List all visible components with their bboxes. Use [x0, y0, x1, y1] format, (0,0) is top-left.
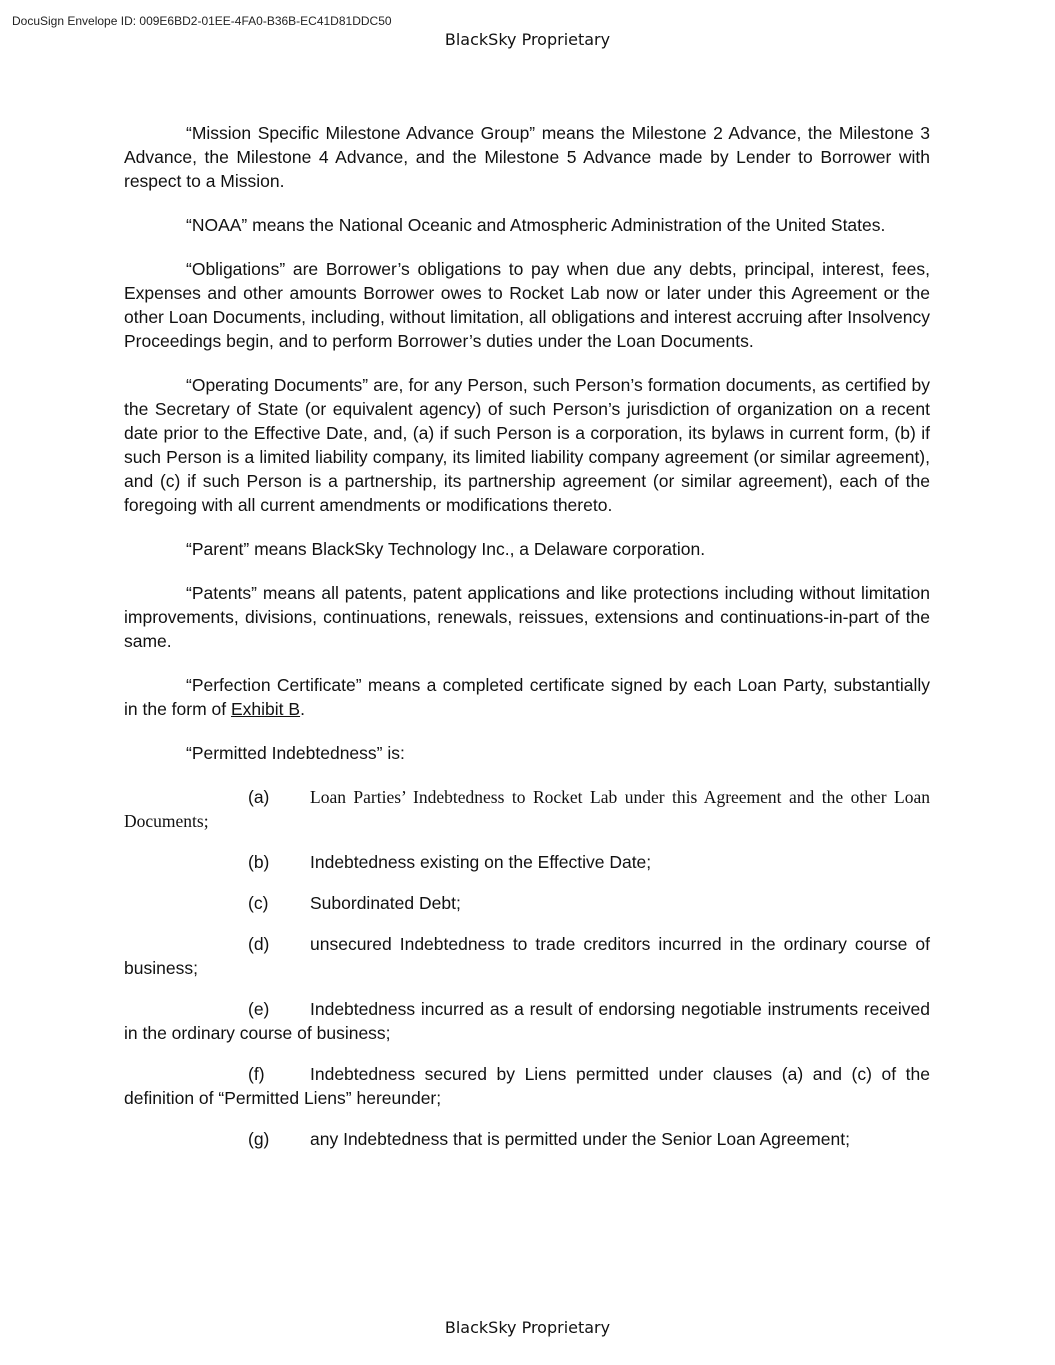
definition-patents [124, 581, 930, 653]
defined-term: “Mission Specific Milestone Advance Group” [186, 123, 536, 143]
definition-text: are, for any Person, such Person’s formation documents, as certified by the Secretary of State (or equivalent agency) of such Person’s jurisdiction of organization on a recent date prior to the Effective Date, and, (a) if such Person is a corporation, its bylaws in current form, (b) if such Person is a limited liability company, its limited liability company agreement (or similar agreement), and (c) if such Person is a partnership, its partnership agreement (or similar agreement), each of the foregoing with all current amendments or modifications thereto. [124, 375, 930, 515]
list-item-text: unsecured Indebtedness to trade creditors incurred in the ordinary course of business; [124, 934, 930, 978]
document-body [124, 121, 930, 1168]
list-item-text: Indebtedness secured by Liens permitted under clauses (a) and (c) of the definition of “Permitted Liens” hereunder; [124, 1064, 930, 1108]
list-item-text: any Indebtedness that is permitted under the Senior Loan Agreement; [310, 1129, 850, 1149]
definition-perfection-certificate [124, 673, 930, 721]
exhibit-b-link[interactable]: Exhibit B [231, 699, 301, 719]
list-item-c [124, 891, 930, 915]
list-item-e [124, 997, 930, 1045]
docusign-envelope-id: DocuSign Envelope ID: 009E6BD2-01EE-4FA0-B36B-EC41D81DDC50 [12, 14, 392, 28]
list-marker: (e) [248, 999, 270, 1019]
list-marker: (c) [248, 893, 269, 913]
list-marker: (a) [248, 787, 270, 807]
list-item-g [124, 1127, 930, 1151]
page-footer: BlackSky Proprietary [444, 1318, 611, 1337]
list-item-b [124, 850, 930, 874]
defined-term: “Obligations” [186, 259, 286, 279]
definition-mission-specific-milestone-advance-group [124, 121, 930, 193]
defined-term: “Parent” [186, 539, 250, 559]
list-marker: (d) [248, 934, 270, 954]
definition-obligations [124, 257, 930, 353]
definition-text: means a completed certificate signed by each Loan Party, substantially in the form of [124, 675, 930, 719]
defined-term: “Perfection Certificate” [186, 675, 362, 695]
defined-term: “Permitted Indebtedness” [186, 743, 383, 763]
list-item-text: Indebtedness existing on the Effective Date; [310, 852, 652, 872]
list-item-text: Indebtedness incurred as a result of endorsing negotiable instruments received in the ordinary course of business; [124, 999, 930, 1043]
definition-text: are Borrower’s obligations to pay when due any debts, principal, interest, fees, Expenses and other amounts Borrower owes to Rocket Lab now or later under this Agreement or the other Loan Documents, including, without limitation, all obligations and interest accruing after Insolvency Proceedings begin, and to perform Borrower’s duties under the Loan Documents. [124, 259, 930, 351]
definition-text: means all patents, patent applications and like protections including without limitation improvements, divisions, continuations, renewals, reissues, extensions and continuations-in-part of the same. [124, 583, 930, 651]
list-marker: (g) [248, 1129, 270, 1149]
definition-text: means the National Oceanic and Atmospheric Administration of the United States. [247, 215, 886, 235]
definition-operating-documents [124, 373, 930, 517]
definition-text: means the Milestone 2 Advance, the Milestone 3 Advance, the Milestone 4 Advance, and the Milestone 5 Advance made by Lender to Borrower with respect to a Mission. [124, 123, 930, 191]
list-item-text: Loan Parties’ Indebtedness to Rocket Lab under this Agreement and the other Loan Documents; [124, 787, 930, 831]
list-marker: (b) [248, 852, 270, 872]
definition-text: is: [382, 743, 405, 763]
definition-text-end: . [300, 699, 305, 719]
list-item-d [124, 932, 930, 980]
list-item-a [124, 785, 930, 833]
list-marker: (f) [248, 1064, 265, 1084]
definition-permitted-indebtedness [124, 741, 930, 765]
defined-term: “Patents” [186, 583, 257, 603]
definition-text: means BlackSky Technology Inc., a Delaware corporation. [249, 539, 706, 559]
list-item-f [124, 1062, 930, 1110]
defined-term: “Operating Documents” [186, 375, 369, 395]
definition-noaa [124, 213, 930, 237]
defined-term: “NOAA” [186, 215, 248, 235]
list-item-text: Subordinated Debt; [310, 893, 461, 913]
page-header: BlackSky Proprietary [444, 30, 611, 49]
definition-parent [124, 537, 930, 561]
